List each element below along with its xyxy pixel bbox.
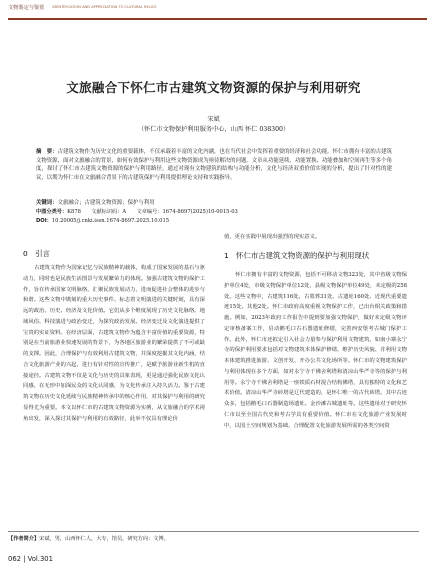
keywords-text: 文旅融合；古建筑文物资源；保护与利用 — [57, 200, 155, 206]
page-footer — [8, 555, 53, 563]
doi — [36, 217, 392, 225]
header-rule — [8, 18, 427, 20]
footnote-rule — [8, 531, 419, 532]
right-column-body — [224, 270, 407, 431]
journal-header — [8, 5, 427, 19]
introduction-paragraph: 古建筑文物作为国家记忆与民族精神的载体，构成了国家发展的基石与驱动力，同时也是民族生活图景与发展繁荣力的体现。加强古建筑文物的保护工作，旨在传承国家文明脉络，汇聚民族发展动力，进而促进社会整体的进步与和谐。这些文物中镌刻的重大历史事件、标志着文明演进的关键时刻，具有深远的政治、历史、经济及文化价值。它们从多个维度展现了历史文化脉络、地域风俗、科技演进与政治变迁，为探究政治发展、经济变迁及文化演进提供了宝贵的实证资料。在经济层面，古建筑文物作为蕴含丰富价值的重要资源，特别是在当前旅游业快速发展的背景下，为各地区旅游业的繁荣提供了不可或缺的支撑。因此，合理保护与有效利用古建筑文物，并深度挖掘其文化内涵，结合文化旅游产业的兴起，进行有针对性的宣传推广，是赋予旅游业新生机的直接途径。古建筑文物不仅是文化与历史的具象表现，更是通过强化民族文化认同感，在无形中加深民众的文化认同感，为文化传承注入持久活力。鉴于古建筑文物在历史文化延续与民族精神传承中的核心作用，对其保护与利用的研究显得尤为重要。本文以怀仁市的古建筑文物资源为实例，从文旅融合的学术视角出发，深入探讨其保护与利用的有效路径，此举不仅具有理论价 — [23, 265, 205, 422]
journal-name-en: IDENTIFICATION AND APPRECIATION TO CULTURAL RELICS — [52, 5, 157, 9]
section-heading-introduction: 0 引言 — [23, 249, 50, 258]
author-footnote — [8, 535, 169, 542]
journal-name: 文物鉴定与鉴赏 — [8, 5, 45, 11]
article-title: 文旅融合下怀仁市古建筑文物资源的保护与利用研究 — [66, 80, 361, 95]
author-name: 宋斌 — [207, 116, 220, 123]
footnote-label: 【作者简介】 — [8, 536, 40, 542]
page-number: 062 — [8, 555, 21, 563]
keywords-label: 关键词： — [36, 200, 58, 206]
classification — [36, 208, 392, 216]
volume-number: Vol.301 — [27, 555, 53, 563]
abstract-text: 古建筑文物作为历史文化的重要载体，不仅承载着丰富的文化内涵，也在当代社会中发挥着重要的经济和社会功能。怀仁市拥有丰富的古建筑文物资源，面对文旅融合的背景，如何有效保护与利用这些文物资源成为亟待解决的问题。文章从功能延续、功能置换、功能叠加和空间再生等多个角度，探讨了怀仁市古建筑文物资源的保护与利用路径。通过对现有文物建筑的结构与功能分析，文化与经济双重价值实现的分析，提出了针对性的建议，以期为怀仁市在文旅融合背景下的古建筑保护与利用提供理论支持和实践指导。 — [36, 149, 392, 182]
classification-label: 中图分类号： — [36, 209, 68, 215]
footnote-text: 宋斌，男，山西怀仁人，大专，馆员，研究方向：文博。 — [39, 536, 169, 542]
section-heading-status: 1 怀仁市古建筑文物资源的保护与利用现状 — [224, 251, 370, 260]
abstract-label: 摘 要： — [36, 149, 58, 155]
author-affiliation: （怀仁市文物保护利用服务中心，山西 怀仁 038300） — [137, 126, 290, 133]
doi-label: DOI： — [36, 218, 52, 224]
status-paragraph: 怀仁市拥有丰富的文物资源，包括不可移动文物323处，其中省级文物保护单位4处，市级文物保护单位12处，县级文物保护单位49处，未定级的258处。这些文物中，古建筑116处、古墓葬31处、古遗址160处、近现代重要遗迹15处、其他2处。怀仁市政府高度重视文物保护工作，已出台相关政策和措施。例如，2023年政府工作报告中提到要加强文物保护，做好未定级文物评定审核备案工作，启动鹅毛口古石器遗址修缮，完善西安堡考古城门保护工作。此外，怀仁市还拟定引入社会力量参与保护利用文物建筑，如南小寨永宁寺的保护利用要求包括对文物建筑本体保护修缮、维护历史风貌、并利用文物本体建筑推进旅游、文创开发、开办公共文化场所等。怀仁市的文物建筑保护与利用体现在多个方面，如对永宁寺千佛舍利塔和清凉山华严寺等的保护与利用等。永宁寺千佛舍利塔是一座铁质石材混合结构佛塔，具有独特的文化和艺术价值。清凉山华严寺砖塔是辽代建造的，是怀仁唯一的古代砖塔。其中古迹众多，包括鹅毛口石器制造场遗址、金沙滩古城遗址等。这些遗址对于研究怀仁市以至全国古代史和考古学具有重要价值。怀仁市在文化旅游产业发展时中，以国土空间规划为基础，合理配置文化旅游发展所需的各类空间资 — [224, 272, 407, 429]
keywords — [36, 199, 392, 207]
doi-text: 10.20005/j.cnki.issn.1674-8697.2025.10.015 — [51, 218, 170, 224]
classification-text: K878 文献标识码：A 文章编号：1674-8697(2025)10-0015-03 — [67, 209, 238, 215]
introduction-continuation: 值，更在实践中展现出强烈的现实意义。 — [224, 234, 321, 240]
right-column — [224, 232, 407, 243]
abstract — [36, 148, 392, 183]
left-column — [23, 263, 205, 424]
page-separator: | — [23, 555, 26, 563]
